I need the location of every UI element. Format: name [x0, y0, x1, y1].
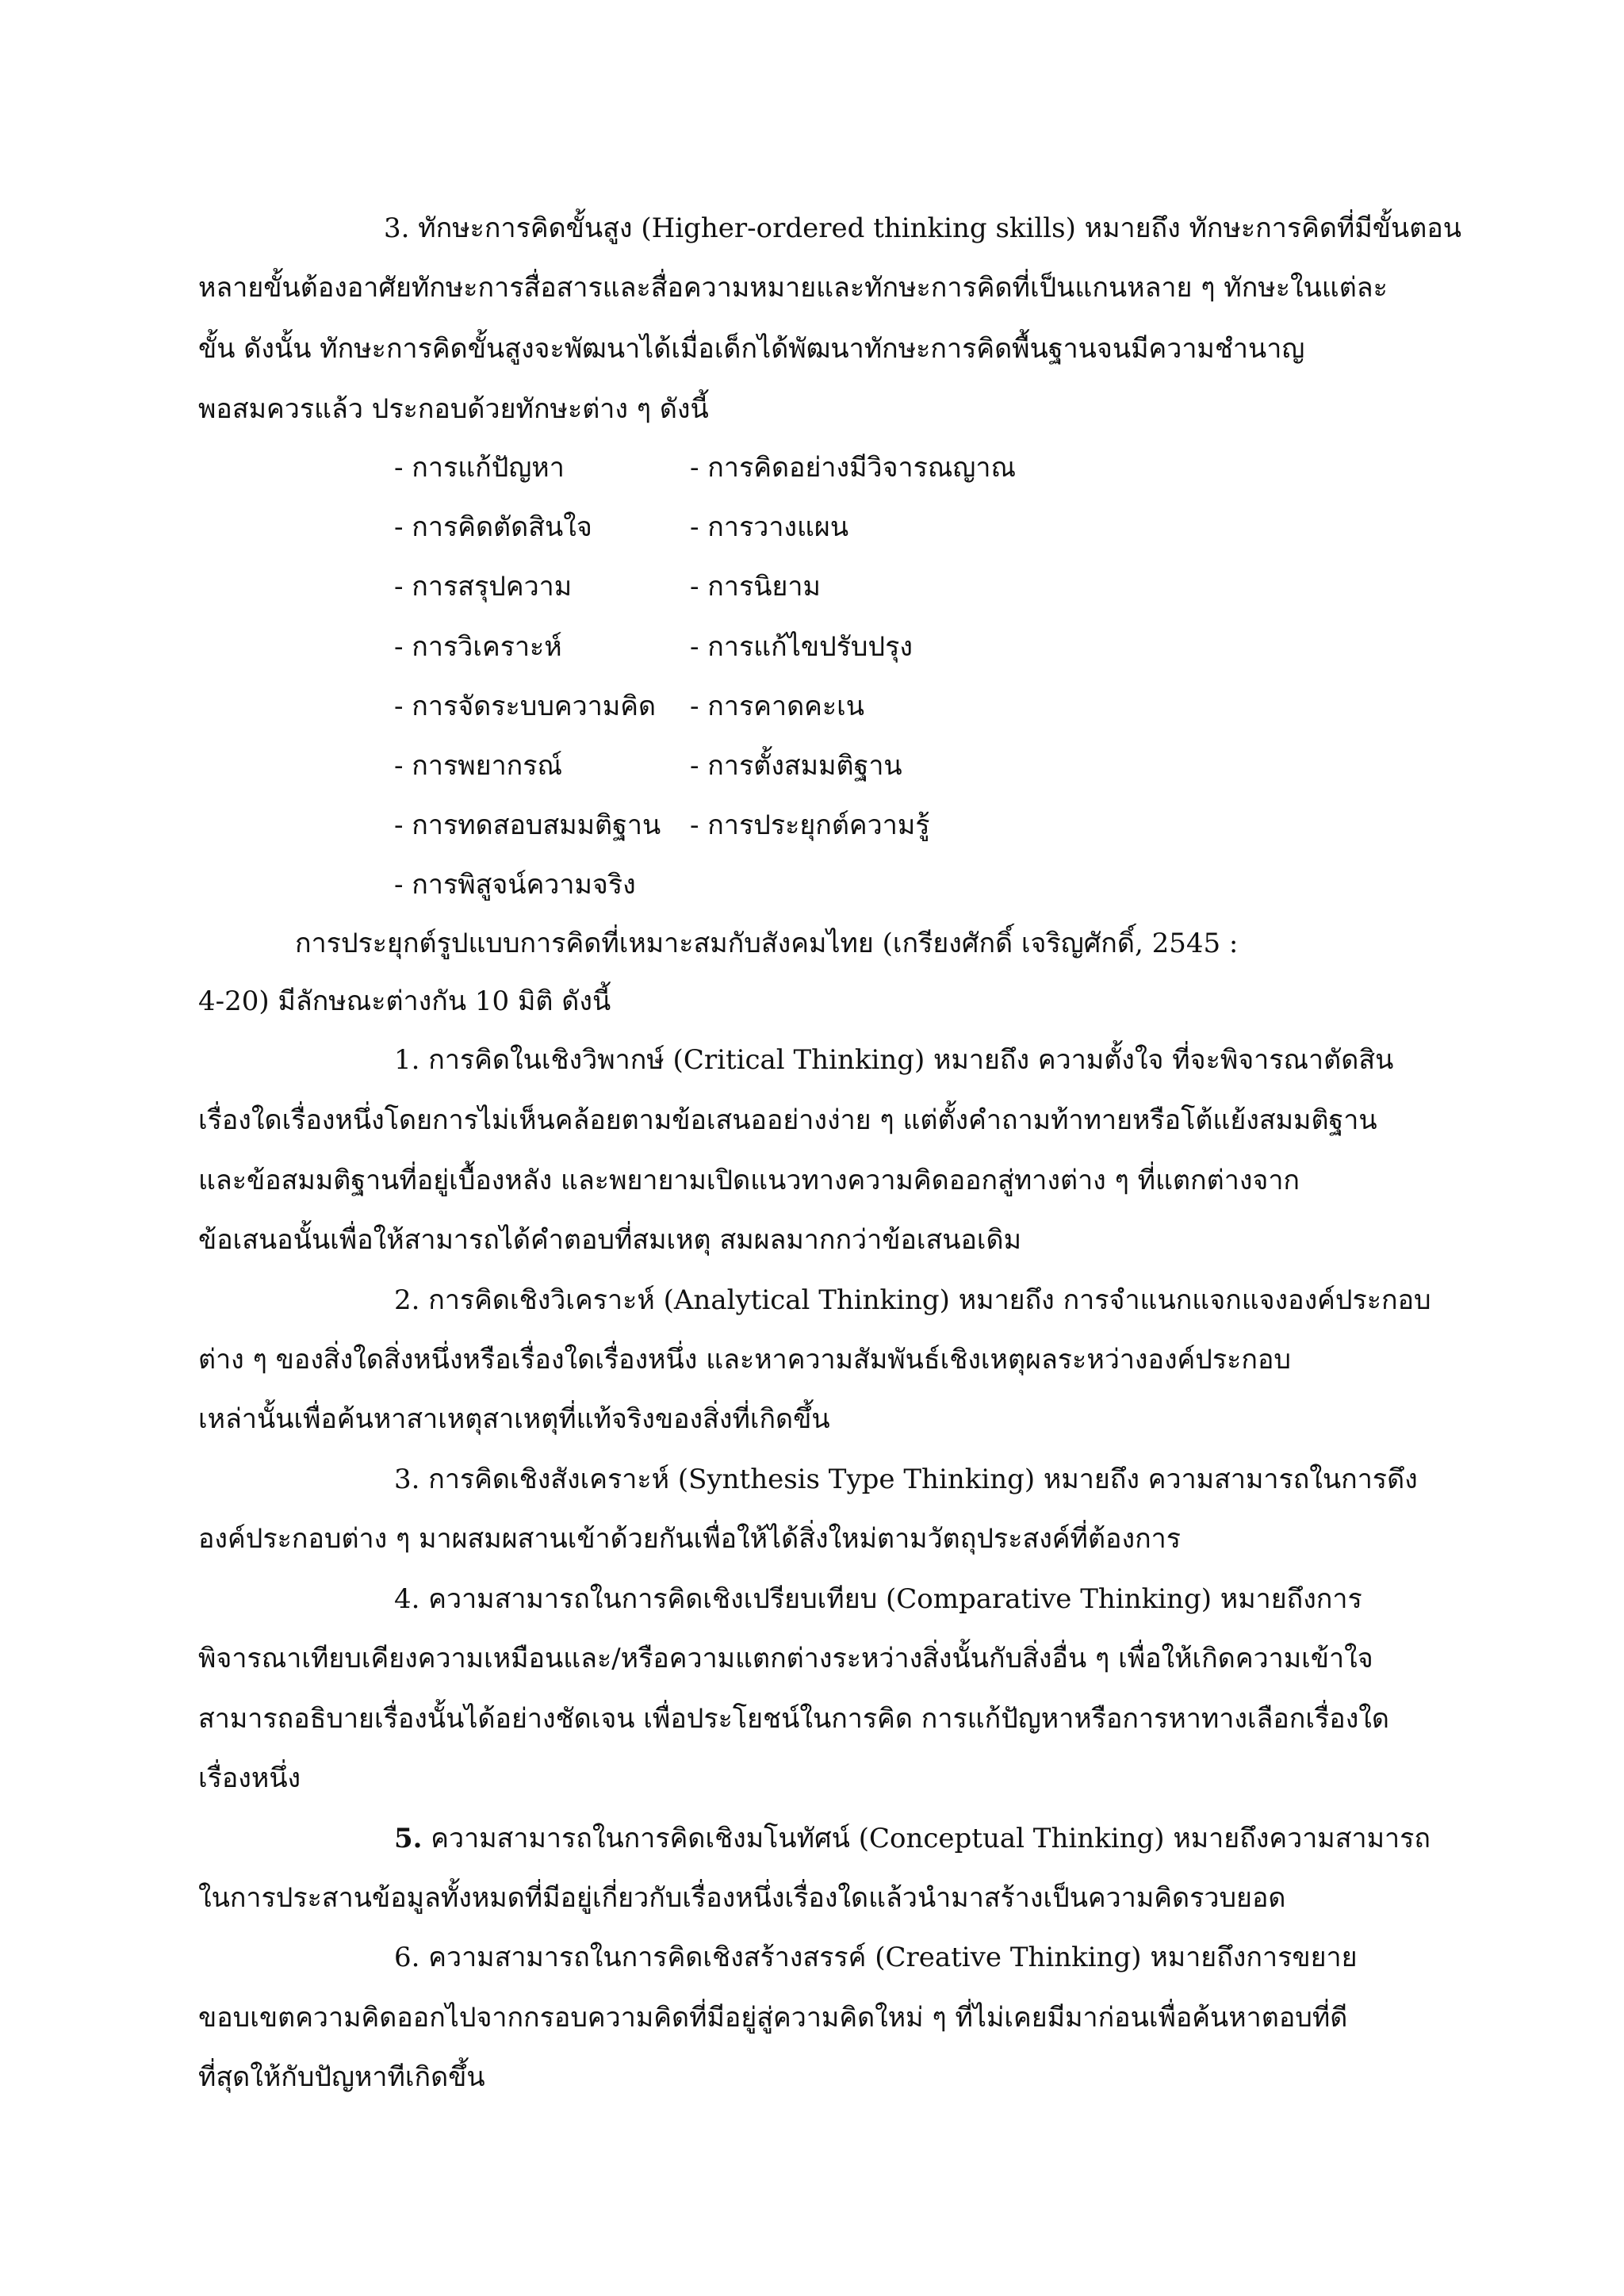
skill-right-5: - การคาดคะเน	[690, 691, 865, 722]
dim5-line-1-text: ความสามารถในการคิดเชิงมโนทัศน์ (Conceptual Thinking) หมายถึงความสามารถ	[422, 1823, 1431, 1854]
dim4-line-2: พิจารณาเทียบเคียงความเหมือนและ/หรือความแตกต่างระหว่างสิ่งนั้นกับสิ่งอื่น ๆ เพื่อให้เกิดความเข้าใจ	[198, 1643, 1373, 1674]
skill-left-6: - การพยากรณ์	[394, 750, 563, 782]
skill-left-3: - การสรุปความ	[394, 571, 573, 603]
skill-right-3: - การนิยาม	[690, 571, 821, 603]
dim3-line-2: องค์ประกอบต่าง ๆ มาผสมผสานเข้าด้วยกันเพื่อให้ได้สิ่งใหม่ตามวัตถุประสงค์ที่ต้องการ	[198, 1523, 1182, 1555]
dim2-line-2: ต่าง ๆ ของสิ่งใดสิ่งหนึ่งหรือเรื่องใดเรื่องหนึ่ง และหาความสัมพันธ์เชิงเหตุผลระหว่างองค์ประกอบ	[198, 1344, 1291, 1376]
skill-left-4: - การวิเคราะห์	[394, 631, 562, 663]
dim2-line-3: เหล่านั้นเพื่อค้นหาสาเหตุสาเหตุที่แท้จริงของสิ่งที่เกิดขึ้น	[198, 1403, 830, 1435]
dim1-line-4: ข้อเสนอนั้นเพื่อให้สามารถได้คำตอบที่สมเหตุ สมผลมากกว่าข้อเสนอเดิม	[198, 1224, 1022, 1256]
dim3-line-1: 3. การคิดเชิงสังเคราะห์ (Synthesis Type Thinking) หมายถึง ความสามารถในการดึง	[394, 1464, 1418, 1495]
dim6-line-3: ที่สุดให้กับปัญหาทีเกิดขึ้น	[198, 2061, 485, 2093]
dim4-line-4: เรื่องหนึ่ง	[198, 1762, 301, 1794]
dim4-line-3: สามารถอธิบายเรื่องนั้นได้อย่างชัดเจน เพื่อประโยชน์ในการคิด การแก้ปัญหาหรือการหาทางเลือกเรื่องใด	[198, 1703, 1389, 1735]
skill-left-7: - การทดสอบสมมติฐาน	[394, 809, 661, 841]
section3-line-1: 3. ทักษะการคิดขั้นสูง (Higher-ordered thinking skills) หมายถึง ทักษะการคิดที่มีขั้นตอน	[384, 212, 1461, 244]
intro-line-2: 4-20) มีลักษณะต่างกัน 10 มิติ ดังนี้	[198, 985, 611, 1017]
dim5-line-2: ในการประสานข้อมูลทั้งหมดที่มีอยู่เกี่ยวกับเรื่องหนึ่งเรื่องใดแล้วนำมาสร้างเป็นความคิดรวบยอด	[198, 1882, 1286, 1914]
section3-line-3: ขั้น ดังนั้น ทักษะการคิดขั้นสูงจะพัฒนาได้เมื่อเด็กได้พัฒนาทักษะการคิดพื้นฐานจนมีความชำนาญ	[198, 333, 1305, 365]
dim5-line-1	[394, 1820, 1431, 1857]
intro-line-1: การประยุกต์รูปแบบการคิดที่เหมาะสมกับสังคมไทย (เกรียงศักดิ์ เจริญศักดิ์, 2545 :	[295, 928, 1239, 959]
skill-right-1: - การคิดอย่างมีวิจารณญาณ	[690, 452, 1017, 484]
dim1-line-2: เรื่องใดเรื่องหนึ่งโดยการไม่เห็นคล้อยตามข้อเสนออย่างง่าย ๆ แต่ตั้งคำถามท้าทายหรือโต้แย้งสมมติฐาน	[198, 1104, 1377, 1136]
dim4-line-1: 4. ความสามารถในการคิดเชิงเปรียบเทียบ (Comparative Thinking) หมายถึงการ	[394, 1583, 1362, 1615]
dim1-line-1: 1. การคิดในเชิงวิพากษ์ (Critical Thinking) หมายถึง ความตั้งใจ ที่จะพิจารณาตัดสิน	[394, 1044, 1394, 1076]
dim6-line-1: 6. ความสามารถในการคิดเชิงสร้างสรรค์ (Creative Thinking) หมายถึงการขยาย	[394, 1942, 1358, 1973]
skill-left-8: - การพิสูจน์ความจริง	[394, 869, 636, 901]
dim1-line-3: และข้อสมมติฐานที่อยู่เบื้องหลัง และพยายามเปิดแนวทางความคิดออกสู่ทางต่าง ๆ ที่แตกต่างจาก	[198, 1165, 1300, 1196]
skill-right-2: - การวางแผน	[690, 511, 849, 543]
skill-left-2: - การคิดตัดสินใจ	[394, 511, 592, 543]
section3-line-4: พอสมควรแล้ว ประกอบด้วยทักษะต่าง ๆ ดังนี้	[198, 393, 709, 425]
section3-line-2: หลายขั้นต้องอาศัยทักษะการสื่อสารและสื่อความหมายและทักษะการคิดที่เป็นแกนหลาย ๆ ทักษะในแต่ละ	[198, 272, 1388, 304]
dim6-line-2: ขอบเขตความคิดออกไปจากกรอบความคิดที่มีอยู่สู่ความคิดใหม่ ๆ ที่ไม่เคยมีมาก่อนเพื่อค้นหาตอบที่ดี	[198, 2002, 1348, 2034]
dim5-number: 5.	[394, 1823, 423, 1854]
skill-right-4: - การแก้ไขปรับปรุง	[690, 631, 913, 663]
skill-left-5: - การจัดระบบความคิด	[394, 691, 657, 722]
skill-left-1: - การแก้ปัญหา	[394, 452, 565, 484]
skill-right-7: - การประยุกต์ความรู้	[690, 809, 930, 841]
skill-right-6: - การตั้งสมมติฐาน	[690, 750, 902, 782]
dim2-line-1: 2. การคิดเชิงวิเคราะห์ (Analytical Thinking) หมายถึง การจำแนกแจกแจงองค์ประกอบ	[394, 1284, 1431, 1316]
